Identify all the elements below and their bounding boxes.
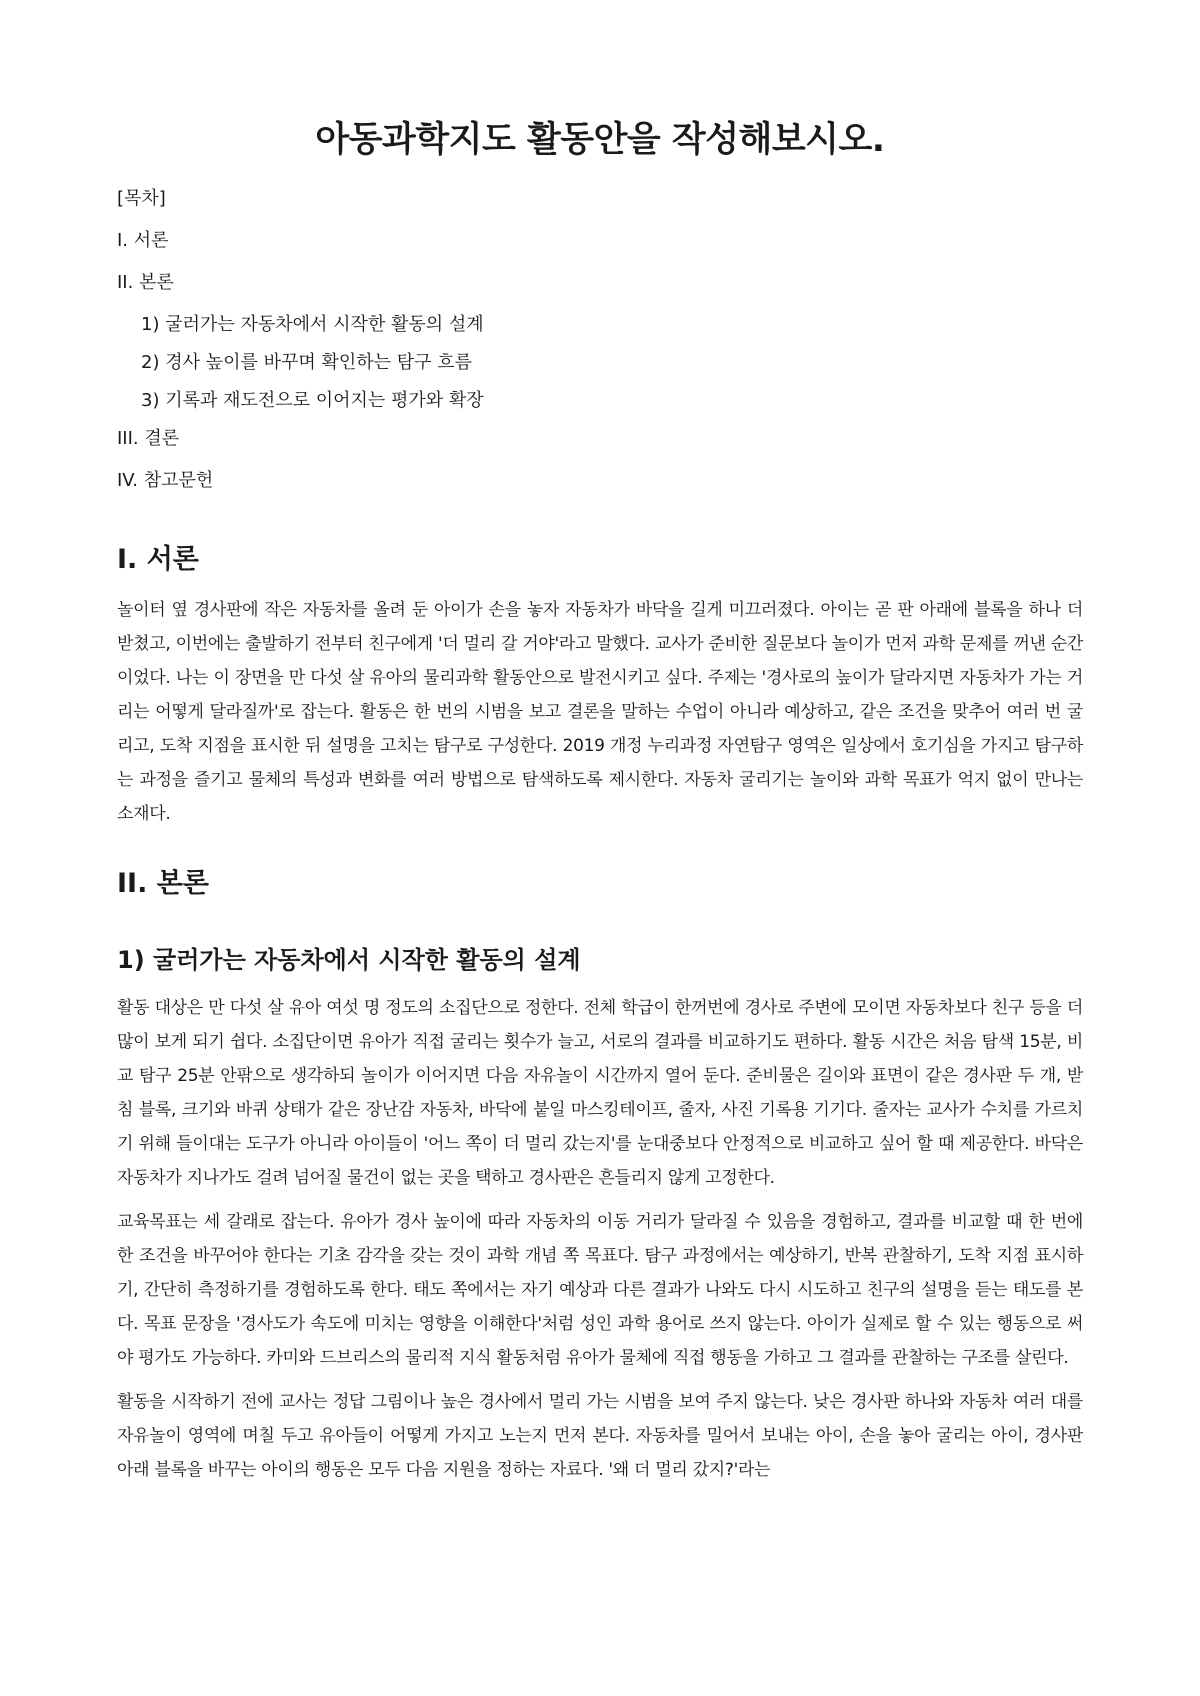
body-paragraph-3: 활동을 시작하기 전에 교사는 정답 그림이나 높은 경사에서 멀리 가는 시범을 보여 주지 않는다. 낮은 경사판 하나와 자동차 여러 대를 자유놀이 영역에 며칠 두고 유아들이 어떻게 가지고 노는지 먼저 본다. 자동차를 밀어서 보내는 아이, 손을 놓아 굴리는 아이, 경사판 아래 블록을 바꾸는 아이의 행동은 모두 다음 지원을 정하는 자료다. '왜 더 멀리 갔지?'라는 <box>117 1392 1083 1480</box>
table-of-contents <box>117 187 1083 511</box>
section-heading-body: II. 본론 <box>117 868 209 899</box>
toc-item-references: IV. 참고문헌 <box>117 470 214 491</box>
toc-heading: [목차] <box>117 188 166 209</box>
body-paragraph-2: 교육목표는 세 갈래로 잡는다. 유아가 경사 높이에 따라 자동차의 이동 거리가 달라질 수 있음을 경험하고, 결과를 비교할 때 한 번에 한 조건을 바꾸어야 한다는 기초 감각을 갖는 것이 과학 개념 쪽 목표다. 탐구 과정에서는 예상하기, 반복 관찰하기, 도착 지점 표시하기, 간단히 측정하기를 경험하도록 한다. 태도 쪽에서는 자기 예상과 다른 결과가 나와도 다시 시도하고 친구의 설명을 듣는 태도를 본다. 목표 문장을 '경사도가 속도에 미치는 영향을 이해한다'처럼 성인 과학 용어로 쓰지 않는다. 아이가 실제로 할 수 있는 행동으로 써야 평가도 가능하다. 카미와 드브리스의 물리적 지식 활동처럼 유아가 물체에 직접 행동을 가하고 그 결과를 관찰하는 구조를 살린다. <box>117 1212 1083 1368</box>
subsection-heading-1: 1) 굴러가는 자동차에서 시작한 활동의 설계 <box>117 946 581 974</box>
toc-item-body-1: 1) 굴러가는 자동차에서 시작한 활동의 설계 <box>141 314 484 335</box>
toc-item-conclusion: III. 결론 <box>117 428 180 449</box>
toc-item-intro: I. 서론 <box>117 230 169 251</box>
section-heading-intro: I. 서론 <box>117 544 199 575</box>
intro-paragraph: 놀이터 옆 경사판에 작은 자동차를 올려 둔 아이가 손을 놓자 자동차가 바닥을 길게 미끄러졌다. 아이는 곧 판 아래에 블록을 하나 더 받쳤고, 이번에는 출발하기 전부터 친구에게 '더 멀리 갈 거야'라고 말했다. 교사가 준비한 질문보다 놀이가 먼저 과학 문제를 꺼낸 순간이었다. 나는 이 장면을 만 다섯 살 유아의 물리과학 활동안으로 발전시키고 싶다. 주제는 '경사로의 높이가 달라지면 자동차가 가는 거리는 어떻게 달라질까'로 잡는다. 활동은 한 번의 시범을 보고 결론을 말하는 수업이 아니라 예상하고, 같은 조건을 맞추어 여러 번 굴리고, 도착 지점을 표시한 뒤 설명을 고치는 탐구로 구성한다. 2019 개정 누리과정 자연탐구 영역은 일상에서 호기심을 가지고 탐구하는 과정을 즐기고 물체의 특성과 변화를 여러 방법으로 탐색하도록 제시한다. 자동차 굴리기는 놀이와 과학 목표가 억지 없이 만나는 소재다. <box>117 600 1083 824</box>
toc-item-body: II. 본론 <box>117 272 174 293</box>
toc-item-body-2: 2) 경사 높이를 바꾸며 확인하는 탐구 흐름 <box>141 352 473 373</box>
body-paragraph-1: 활동 대상은 만 다섯 살 유아 여섯 명 정도의 소집단으로 정한다. 전체 학급이 한꺼번에 경사로 주변에 모이면 자동차보다 친구 등을 더 많이 보게 되기 쉽다. 소집단이면 유아가 직접 굴리는 횟수가 늘고, 서로의 결과를 비교하기도 편하다. 활동 시간은 처음 탐색 15분, 비교 탐구 25분 안팎으로 생각하되 놀이가 이어지면 다음 자유놀이 시간까지 열어 둔다. 준비물은 길이와 표면이 같은 경사판 두 개, 받침 블록, 크기와 바퀴 상태가 같은 장난감 자동차, 바닥에 붙일 마스킹테이프, 줄자, 사진 기록용 기기다. 줄자는 교사가 수치를 가르치기 위해 들이대는 도구가 아니라 아이들이 '어느 쪽이 더 멀리 갔는지'를 눈대중보다 안정적으로 비교하고 싶어 할 때 제공한다. 바닥은 자동차가 지나가도 걸려 넘어질 물건이 없는 곳을 택하고 경사판은 흔들리지 않게 고정한다. <box>117 998 1083 1188</box>
document-title: 아동과학지도 활동안을 작성해보시오. <box>315 120 885 160</box>
toc-item-body-3: 3) 기록과 재도전으로 이어지는 평가와 확장 <box>141 390 484 411</box>
